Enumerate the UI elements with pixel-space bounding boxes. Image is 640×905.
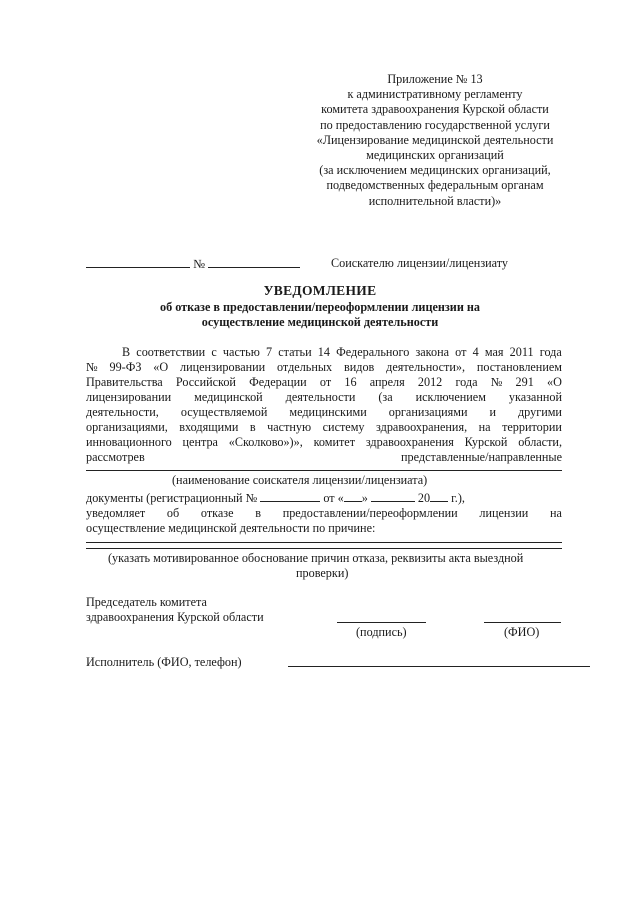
paragraph-line — [86, 420, 562, 435]
documents-year-field[interactable] — [430, 490, 448, 502]
appendix-line: Приложение № 13 — [387, 72, 483, 86]
paragraph-line — [86, 405, 562, 420]
appendix-line: комитета здравоохранения Курской области — [321, 102, 549, 117]
addressee: Соискателю лицензии/лицензиату — [331, 256, 509, 270]
appendix-line: исполнительной власти)» — [368, 193, 502, 208]
paragraph-word: соответствии — [136, 345, 206, 359]
paragraph-line — [86, 375, 562, 390]
paragraph-line — [86, 345, 562, 360]
paragraph-word: апреля — [369, 375, 405, 389]
paragraph-word: частную — [267, 420, 312, 434]
paragraph-word: «Сколково»)», — [228, 435, 303, 449]
appendix-line: подведомственных федеральным органам — [326, 178, 544, 193]
paragraph-word: другими — [517, 405, 562, 419]
paragraph-word: лицензировании — [180, 360, 266, 374]
appendix-line: по предоставлению государственной услуги — [320, 117, 550, 132]
paragraph-word: инновационного — [86, 435, 172, 449]
documents-suffix: г.), — [451, 491, 465, 505]
paragraph-word: деятельности, — [86, 405, 159, 419]
registration-date-field[interactable] — [86, 256, 190, 268]
paragraph-word: (за — [378, 390, 393, 404]
paragraph-word: медицинскими — [289, 405, 367, 419]
paragraph-word: Курской — [464, 435, 508, 449]
paragraph-word: входящими — [179, 420, 239, 434]
paragraph-word: рассмотрев — [86, 450, 145, 464]
paragraph-word: года — [539, 345, 562, 359]
paragraph-word: 2012 — [417, 375, 443, 389]
paragraph-word: систему — [322, 420, 365, 434]
notify-word: лицензии — [479, 506, 529, 520]
paragraph-line — [86, 360, 562, 375]
appendix-line: медицинских организаций — [366, 148, 504, 163]
paragraph-word: деятельности», — [386, 360, 466, 374]
registration-number-field[interactable] — [208, 256, 300, 268]
notice-subtitle-line-2: осуществление медицинской деятельности — [201, 314, 439, 329]
paragraph-word: 99-ФЗ — [109, 360, 142, 374]
paragraph-word: постановлением — [476, 360, 562, 374]
paragraph-line — [86, 450, 562, 465]
reason-line-2[interactable] — [86, 548, 562, 549]
paragraph-word: Федерации — [249, 375, 307, 389]
paragraph-word: деятельности — [285, 390, 356, 404]
chair-title-line-2: здравоохранения Курской области — [86, 610, 264, 624]
paragraph-word: мая — [484, 345, 504, 359]
paragraph-word: области, — [518, 435, 562, 449]
documents-line — [86, 490, 465, 506]
paragraph-word: статьи — [278, 345, 312, 359]
notify-block — [86, 506, 562, 536]
documents-close-quote: » — [361, 491, 368, 505]
paragraph-word: 14 — [317, 345, 330, 359]
paragraph-word: отдельных — [277, 360, 333, 374]
name-caption: (ФИО) — [504, 625, 540, 639]
reason-line-1[interactable] — [86, 542, 562, 543]
notice-title: УВЕДОМЛЕНИЕ — [263, 283, 377, 298]
applicant-caption: (наименование соискателя лицензии/лицензиата) — [172, 473, 428, 487]
paragraph-word: 2011 — [509, 345, 534, 359]
paragraph-word: 16 — [344, 375, 357, 389]
paragraph-word: «О — [546, 375, 562, 389]
registration-line — [86, 256, 300, 272]
paragraph-word: организациями — [388, 405, 468, 419]
executor-field[interactable] — [288, 666, 590, 667]
name-field[interactable] — [484, 622, 561, 623]
paragraph-word: осуществляемой — [180, 405, 268, 419]
notify-word: отказе — [200, 506, 234, 520]
paragraph-word: Российской — [175, 375, 236, 389]
appendix-line: (за исключением медицинских организаций, — [319, 163, 551, 178]
paragraph-word: медицинской — [194, 390, 263, 404]
documents-reg-number-field[interactable] — [260, 490, 320, 502]
reason-caption-line-1: (указать мотивированное обоснование причин отказа, реквизиты акта выездной — [108, 551, 524, 565]
paragraph-word: территории — [502, 420, 562, 434]
paragraph-word: частью — [222, 345, 260, 359]
paragraph-word: В — [122, 345, 131, 359]
applicant-name-line[interactable] — [86, 470, 562, 471]
appendix-line: «Лицензирование медицинской деятельности — [316, 132, 554, 147]
number-sign: № — [193, 257, 206, 271]
signature-caption: (подпись) — [356, 625, 407, 639]
paragraph-word: указанной — [508, 390, 562, 404]
paragraph-word: № — [86, 360, 98, 374]
paragraph-word: на — [478, 420, 491, 434]
paragraph-word: с — [211, 345, 217, 359]
notice-subtitle-line-1: об отказе в предоставлении/переоформлении лицензии на — [159, 300, 481, 314]
documents-prefix: документы (регистрационный № — [86, 491, 258, 505]
documents-month-field[interactable] — [371, 490, 415, 502]
paragraph-word: лицензировании — [86, 390, 172, 404]
paragraph-word: от — [455, 345, 467, 359]
paragraph-word: Правительства — [86, 375, 163, 389]
paragraph-word: Федерального — [336, 345, 410, 359]
notice-body-paragraph — [86, 345, 562, 465]
notify-word: в — [255, 506, 261, 520]
paragraph-word: исключением — [415, 390, 486, 404]
notice-subtitle — [0, 300, 640, 329]
paragraph-word: комитет — [313, 435, 356, 449]
paragraph-word: здравоохранения — [365, 435, 454, 449]
paragraph-word: организациями, — [86, 420, 168, 434]
paragraph-word: от — [319, 375, 332, 389]
appendix-header — [300, 72, 570, 209]
paragraph-word: центра — [182, 435, 218, 449]
paragraph-word: 291 — [515, 375, 534, 389]
notify-line — [86, 506, 562, 521]
paragraph-word: № — [490, 375, 503, 389]
paragraph-word: 4 — [472, 345, 479, 359]
chair-title-line-1: Председатель комитета — [86, 595, 207, 609]
paragraph-word: в — [249, 420, 256, 434]
reason-caption-line-2: проверки) — [296, 566, 349, 580]
paragraph-word: «О — [153, 360, 169, 374]
notify-word: на — [549, 506, 562, 520]
documents-from: от « — [323, 491, 344, 505]
notify-word: уведомляет — [86, 506, 146, 520]
paragraph-word: представленные/направленные — [401, 450, 562, 464]
paragraph-word: здравоохранения, — [376, 420, 468, 434]
executor-label: Исполнитель (ФИО, телефон) — [86, 655, 242, 669]
notify-word: об — [166, 506, 180, 520]
notify-last-line: осуществление медицинской деятельности по причине: — [86, 521, 376, 535]
notify-word: предоставлении/переоформлении — [282, 506, 458, 520]
appendix-line: к административному регламенту — [347, 87, 523, 102]
paragraph-line — [86, 435, 562, 450]
paragraph-word: 7 — [266, 345, 273, 359]
paragraph-line — [86, 390, 562, 405]
paragraph-word: видов — [343, 360, 375, 374]
documents-day-field[interactable] — [344, 490, 362, 502]
paragraph-word: закона — [415, 345, 450, 359]
documents-year: 20 — [417, 491, 431, 505]
signature-field[interactable] — [337, 622, 426, 623]
paragraph-word: и — [489, 405, 496, 419]
paragraph-word: года — [455, 375, 478, 389]
